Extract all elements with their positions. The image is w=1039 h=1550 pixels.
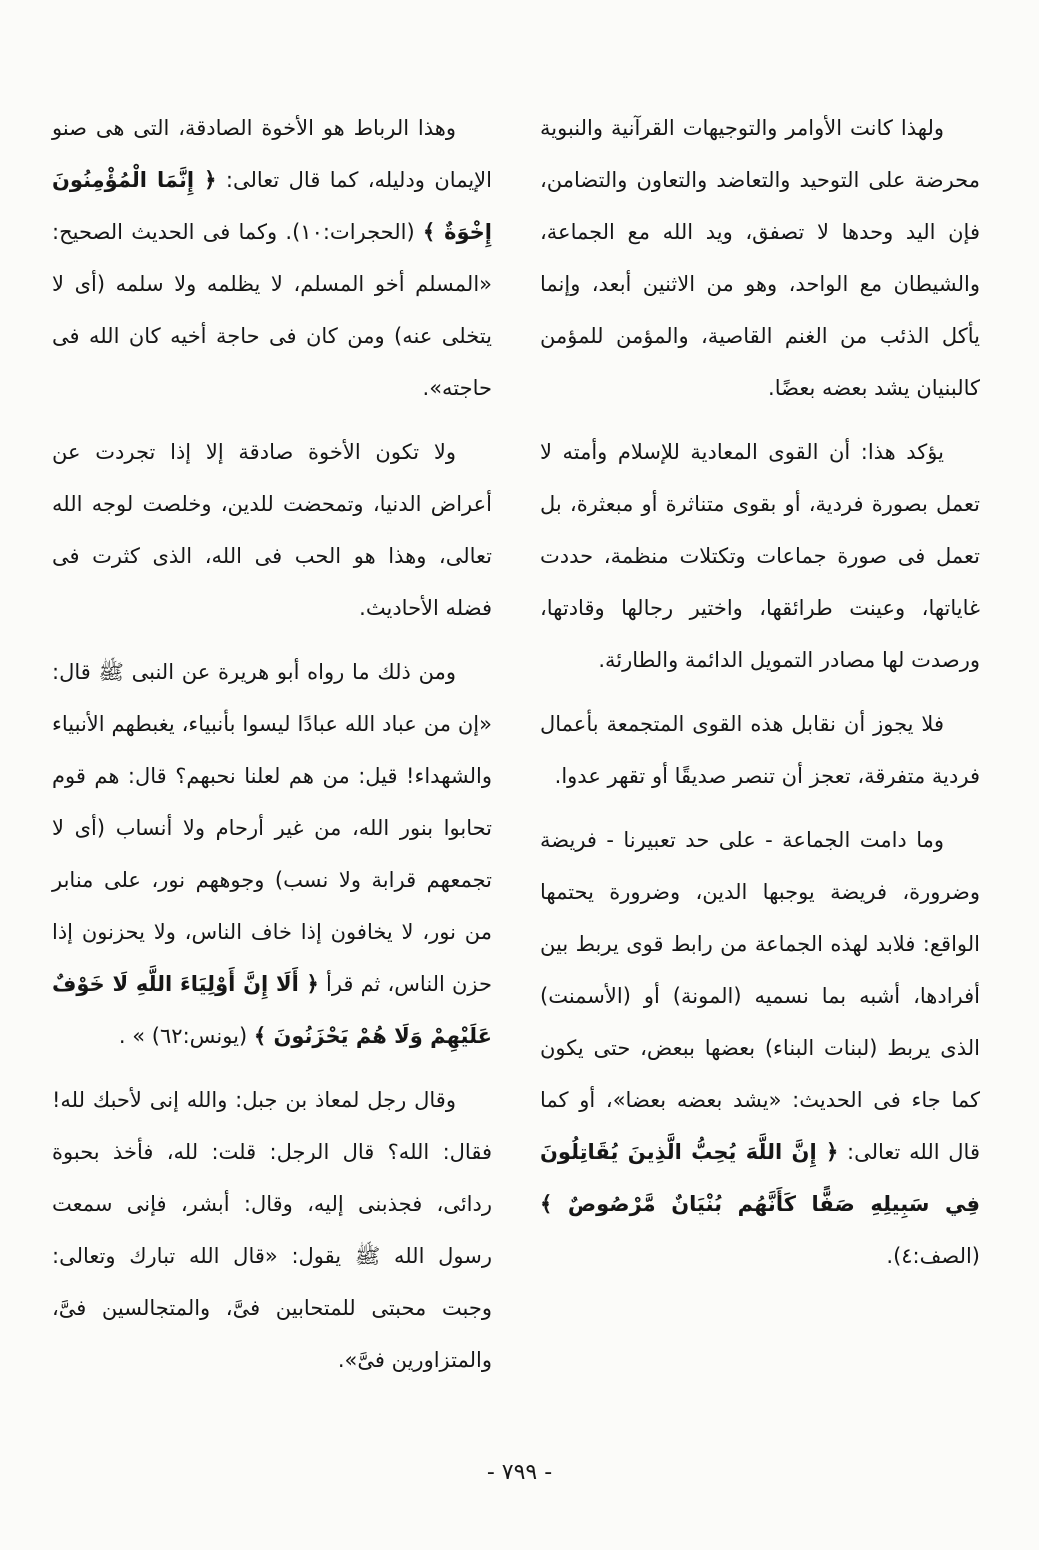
paragraph: وهذا الرباط هو الأخوة الصادقة، التى هى صنو الإيمان ودليله، كما قال تعالى: ﴿ إِنَّمَا الْمُؤْمِنُونَ إِخْوَةٌ ﴾ (الحجرات:١٠). وكما فى الحديث الصحيح: «المسلم أخو المسلم، لا يظلمه ولا سلمه (أى لا يتخلى عنه) ومن كان فى حاجة أخيه كان الله فى حاجته».	[52, 116, 492, 400]
paragraph: ولا تكون الأخوة صادقة إلا إذا تجردت عن أعراض الدنيا، وتمحضت للدين، وخلصت لوجه الله تعالى، وهذا هو الحب فى الله، الذى كثرت فى فضله الأحاديث.	[52, 440, 492, 620]
right-column	[540, 102, 980, 1294]
paragraph: وقال رجل لمعاذ بن جبل: والله إنى لأحبك لله! فقال: الله؟ قال الرجل: قلت: لله، فأخذ بحبوة ردائى، فجذبنى إليه، وقال: أبشر، فإنى سمعت رسول الله ﷺ يقول: «قال الله تبارك وتعالى: وجبت محبتى للمتحابين فىَّ، والمتجالسين فىَّ، والمتزاورين فىَّ».	[52, 1088, 492, 1372]
paragraph: وما دامت الجماعة - على حد تعبيرنا - فريضة وضرورة، فريضة يوجبها الدين، وضرورة يحتمها الواقع: فلابد لهذه الجماعة من رابط قوى يربط بين أفرادها، أشبه بما نسميه (المونة) أو (الأسمنت) الذى يربط (لبنات البناء) بعضها ببعض، حتى يكون كما جاء فى الحديث: «يشد بعضه بعضا»، أو كما قال الله تعالى: ﴿ إِنَّ اللَّهَ يُحِبُّ الَّذِينَ يُقَاتِلُونَ فِي سَبِيلِهِ صَفًّا كَأَنَّهُم بُنْيَانٌ مَّرْصُوصٌ ﴾ (الصف:٤).	[540, 828, 980, 1268]
page-number: - ٧٩٩ -	[486, 1460, 553, 1485]
left-column	[52, 102, 492, 1398]
paragraph: ومن ذلك ما رواه أبو هريرة عن النبى ﷺ قال: «إن من عباد الله عبادًا ليسوا بأنبياء، يغبطهم الأنبياء والشهداء! قيل: من هم لعلنا نحبهم؟ قال: هم قوم تحابوا بنور الله، من غير أرحام ولا أنساب (أى لا تجمعهم قرابة ولا نسب) وجوههم نور، على منابر من نور، لا يخافون إذا خاف الناس، ولا يحزنون إذا حزن الناس، ثم قرأ ﴿ أَلَا إِنَّ أَوْلِيَاءَ اللَّهِ لَا خَوْفٌ عَلَيْهِمْ وَلَا هُمْ يَحْزَنُونَ ﴾ (يونس:٦٢) » .	[52, 660, 492, 1048]
paragraph: يؤكد هذا: أن القوى المعادية للإسلام وأمته لا تعمل بصورة فردية، أو بقوى متناثرة أو مبعثرة، بل تعمل فى صورة جماعات وتكتلات منظمة، حددت غاياتها، وعينت طرائقها، واختير رجالها وقادتها، ورصدت لها مصادر التمويل الدائمة والطارئة.	[540, 440, 980, 672]
quran-verse: ﴿ أَلَا إِنَّ أَوْلِيَاءَ اللَّهِ لَا خَوْفٌ عَلَيْهِمْ وَلَا هُمْ يَحْزَنُونَ ﴾	[52, 972, 492, 1048]
verse-reference: (يونس:٦٢) » .	[118, 1024, 248, 1048]
paragraph: فلا يجوز أن نقابل هذه القوى المتجمعة بأعمال فردية متفرقة، تعجز أن تنصر صديقًا أو تقهر عدوا.	[540, 712, 980, 788]
verse-reference: (الصف:٤).	[886, 1244, 980, 1268]
quran-verse: ﴿ إِنَّ اللَّهَ يُحِبُّ الَّذِينَ يُقَاتِلُونَ فِي سَبِيلِهِ صَفًّا كَأَنَّهُم بُنْيَانٌ مَّرْصُوصٌ ﴾	[540, 1140, 980, 1216]
quran-verse: ﴿ إِنَّمَا الْمُؤْمِنُونَ إِخْوَةٌ ﴾	[52, 168, 492, 244]
paragraph: ولهذا كانت الأوامر والتوجيهات القرآنية والنبوية محرضة على التوحيد والتعاضد والتعاون والتضامن، فإن اليد وحدها لا تصفق، ويد الله مع الجماعة، والشيطان مع الواحد، وهو من الاثنين أبعد، وإنما يأكل الذئب من الغنم القاصية، والمؤمن للمؤمن كالبنيان يشد بعضه بعضًا.	[540, 116, 980, 400]
